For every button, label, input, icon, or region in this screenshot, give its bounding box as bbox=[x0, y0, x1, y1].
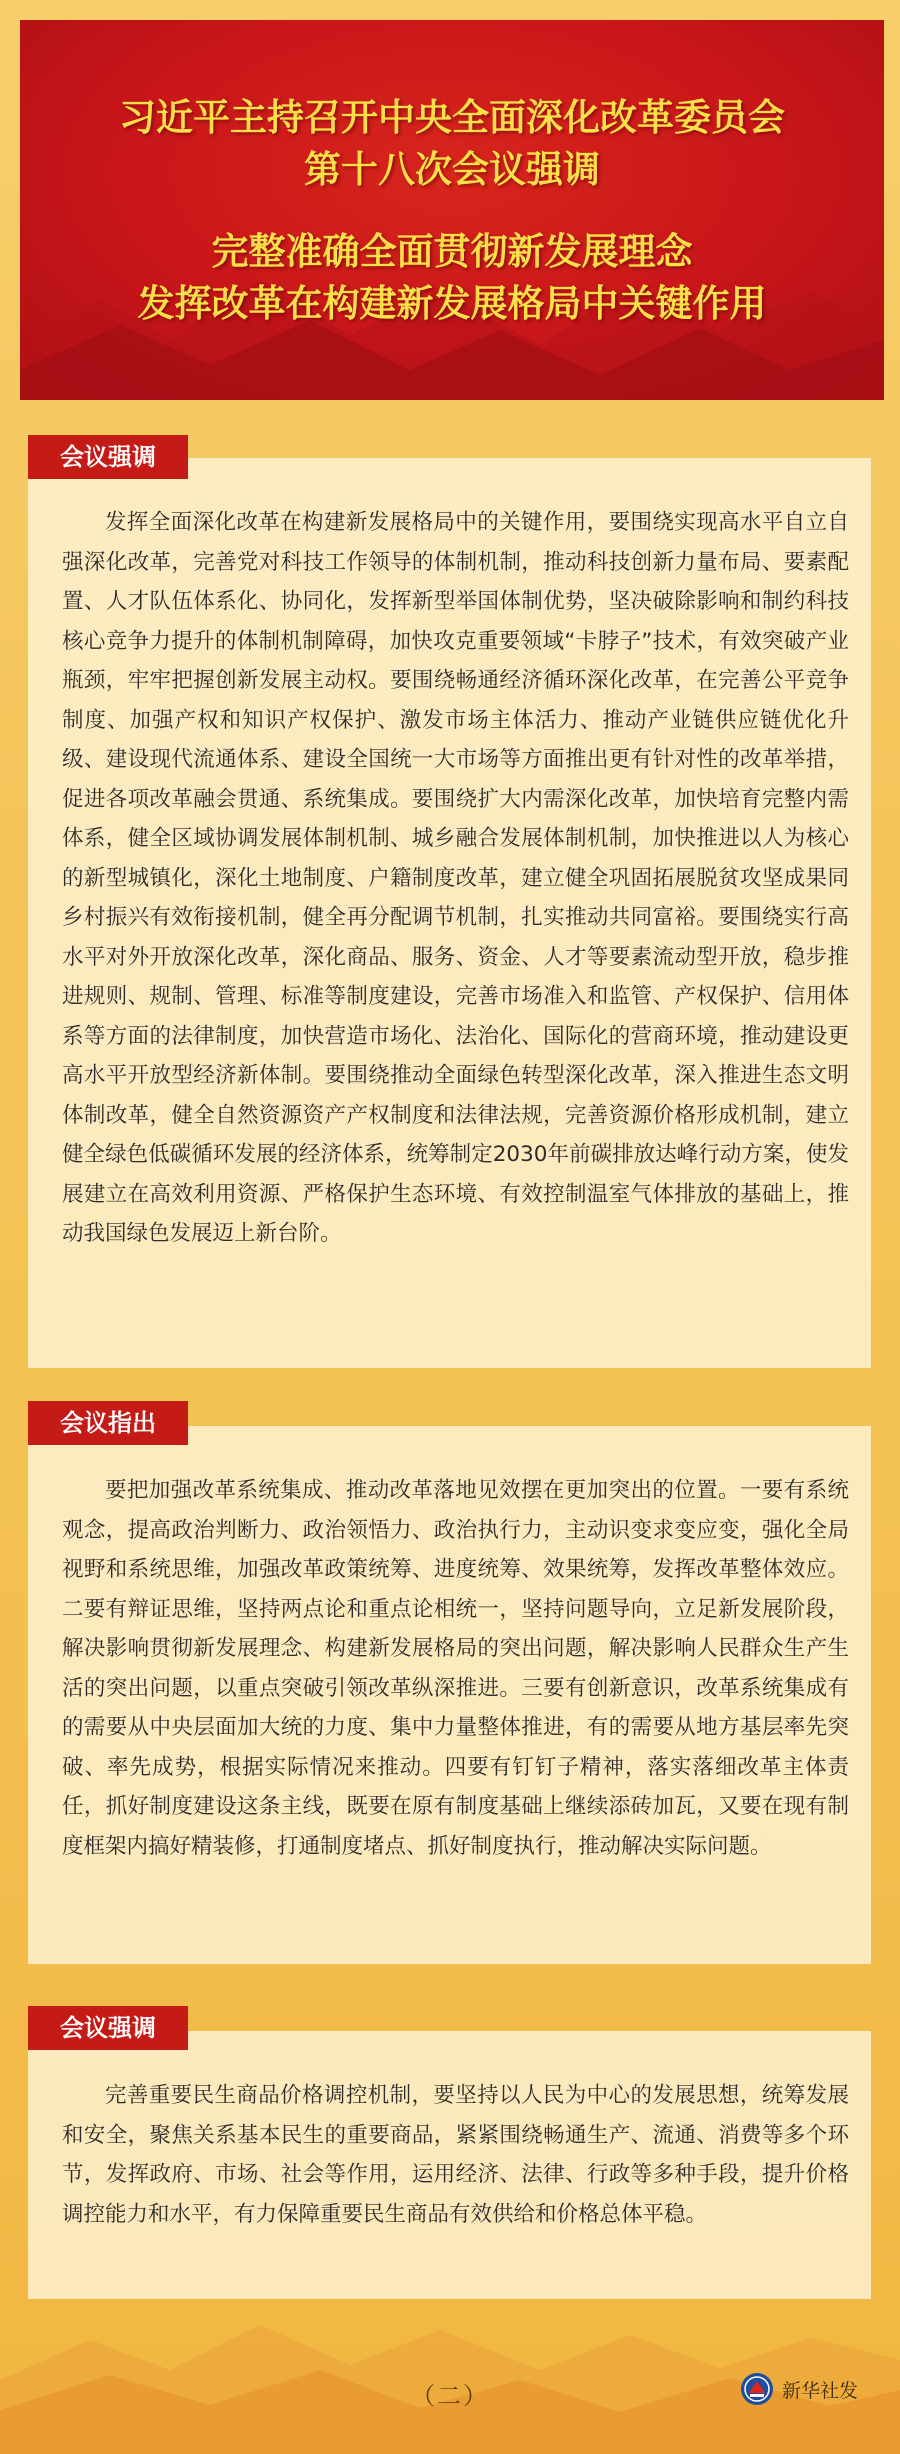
section-1-tag: 会议强调 bbox=[28, 435, 188, 479]
section-3-body: 完善重要民生商品价格调控机制，要坚持以人民为中心的发展思想，统筹发展和安全，聚焦关系基本民生的重要商品，紧紧围绕畅通生产、流通、消费等多个环节，发挥政府、市场、社会等作用，运用经济、法律、行政等多种手段，提升价格调控能力和水平，有力保障重要民生商品有效供给和价格总体平稳。 bbox=[62, 2083, 849, 2227]
header-banner bbox=[20, 20, 884, 400]
page-number: （二） bbox=[411, 2382, 489, 2410]
section-2-tag: 会议指出 bbox=[28, 1401, 188, 1445]
subtitle-line2: 发挥改革在构建新发展格局中关键作用 bbox=[137, 282, 767, 325]
main-title-line1: 习近平主持召开中央全面深化改革委员会 bbox=[119, 96, 785, 139]
section-meeting-emphasis-1 bbox=[28, 458, 871, 1368]
section-2-body: 要把加强改革系统集成、推动改革落地见效摆在更加突出的位置。一要有系统观念，提高政治判断力、政治领悟力、政治执行力，主动识变求变应变，强化全局视野和系统思维，加强改革政策统筹、进度统筹、效果统筹，发挥改革整体效应。二要有辩证思维，坚持两点论和重点论相统一，坚持问题导向，立足新发展阶段，解决影响贯彻新发展理念、构建新发展格局的突出问题，解决影响人民群众生产生活的突出问题，以重点突破引领改革纵深推进。三要有创新意识，改革系统集成有的需要从中央层面加大统的力度、集中力量整体推进，有的需要从地方基层率先突破、率先成势，根据实际情况来推动。四要有钉钉子精神，落实落细改革主体责任，抓好制度建设这条主线，既要在原有制度基础上继续添砖加瓦，又要在现有制度框架内搞好精装修，打通制度堵点、抓好制度执行，推动解决实际问题。 bbox=[62, 1478, 849, 1859]
section-1-body: 发挥全面深化改革在构建新发展格局中的关键作用，要围绕实现高水平自立自强深化改革，完善党对科技工作领导的体制机制，推动科技创新力量布局、要素配置、人才队伍体系化、协同化，发挥新型举国体制优势，坚决破除影响和制约科技核心竞争力提升的体制机制障碍，加快攻克重要领域“卡脖子”技术，有效突破产业瓶颈，牢牢把握创新发展主动权。要围绕畅通经济循环深化改革，在完善公平竞争制度、加强产权和知识产权保护、激发市场主体活力、推动产业链供应链优化升级、建设现代流通体系、建设全国统一大市场等方面推出更有针对性的改革举措，促进各项改革融会贯通、系统集成。要围绕扩大内需深化改革，加快培育完整内需体系，健全区域协调发展体制机制、城乡融合发展体制机制，加快推进以人为核心的新型城镇化，深化土地制度、户籍制度改革，建立健全巩固拓展脱贫攻坚成果同乡村振兴有效衔接机制，健全再分配调节机制，扎实推动共同富裕。要围绕实行高水平对外开放深化改革，深化商品、服务、资金、人才等要素流动型开放，稳步推进规则、规制、管理、标准等制度建设，完善市场准入和监管、产权保护、信用体系等方面的法律制度，加快营造市场化、法治化、国际化的营商环境，推动建设更高水平开放型经济新体制。要围绕推动全面绿色转型深化改革，深入推进生态文明体制改革，健全自然资源资产产权制度和法律法规，完善资源价格形成机制，建立健全绿色低碳循环发展的经济体系，统筹制定2030年前碳排放达峰行动方案，使发展建立在高效利用资源、严格保护生态环境、有效控制温室气体排放的基础上，推动我国绿色发展迈上新台阶。 bbox=[62, 510, 849, 1246]
bottom-mountains-decoration bbox=[0, 2230, 900, 2454]
xinhua-logo-text: 新华社发 bbox=[782, 2380, 859, 2402]
section-meeting-points bbox=[28, 1426, 871, 1964]
xinhua-emblem-icon bbox=[740, 2372, 774, 2406]
section-3-tag: 会议强调 bbox=[28, 2006, 188, 2050]
subtitle-line1: 完整准确全面贯彻新发展理念 bbox=[211, 230, 693, 273]
main-title-line2: 第十八次会议强调 bbox=[304, 148, 600, 191]
